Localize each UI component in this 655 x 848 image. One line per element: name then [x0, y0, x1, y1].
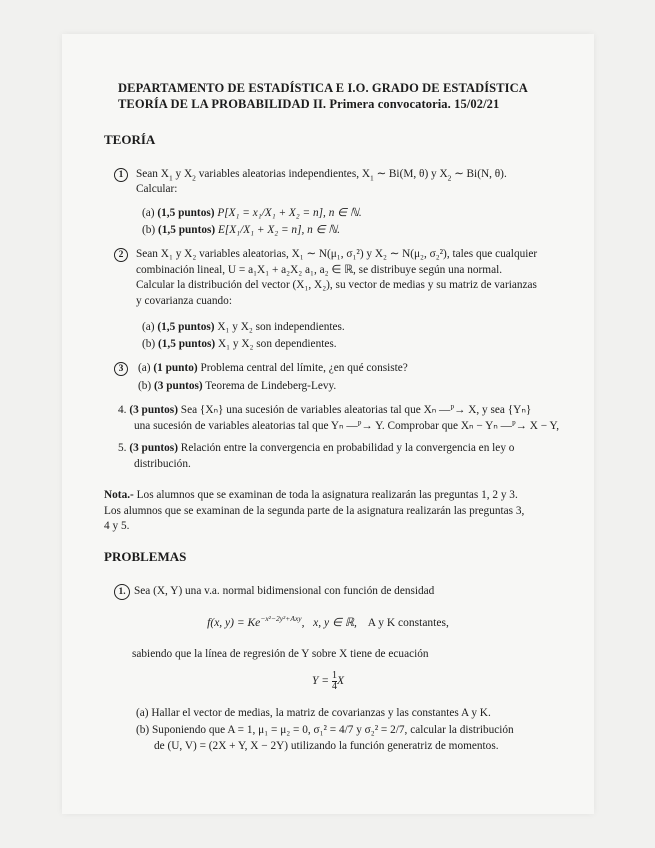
density-formula: f(x, $y) = Ke^{-x^2-2y^2+Axy}$, x, y ∈ ℝ, A y K constantes, [207, 614, 449, 629]
question-1-calcular: Calcular: [136, 183, 178, 195]
question-4: 4. (3 puntos) Sea {Xₙ} una sucesión de variables aleatorias tal que Xₙ —ᴾ→ X, y sea {Yₙ} una sucesión de variables aleatorias tal que Yₙ —ᴾ→ Y. Comprobar que Xₙ − Yₙ —ᴾ→ X − Y, [118, 404, 560, 432]
section-teoria-title: TEORÍA [104, 132, 156, 147]
exam-sheet [62, 34, 594, 814]
header-course: TEORÍA DE LA PROBABILIDAD II. Primera convocatoria. 15/02/21 [118, 97, 500, 111]
problem-1b: (b) Suponiendo que A = 1, μ₁ = μ₂ = 0, σ₁² = 4/7 y σ₂² = 2/7, calcular la distribución de (U, V) = (2X + Y, X − 2Y) utilizando la función generatriz de momentos. [136, 724, 514, 752]
question-2-text: Sean X₁ y X₂ variables aleatorias, X₁ ∼ N(μ₁, σ₁²) y X₂ ∼ N(μ₂, σ₂²), tales que cualquier combinación lineal, U = a₁X₁ + a₂X₂ a₁, a₂ ∈ ℝ, se distribuye según una normal. Calcular la distribución del vector (X₁, X₂), su vector de medias y su matriz de varianzas y covarianza cuando: [136, 248, 538, 307]
regression-fraction: $\frac{1}{4}$ [331, 670, 337, 692]
problem-1-knowing: sabiendo que la línea de regresión de Y sobre X tiene de ecuación [132, 648, 429, 660]
question-2-mark: 2 [114, 248, 128, 262]
nota-label: Nota.- [104, 489, 134, 501]
header-department: DEPARTAMENTO DE ESTADÍSTICA E I.O. GRADO DE ESTADÍSTICA [118, 81, 528, 95]
question-2a: (a) (1,5 puntos) X₁ y X₂ son independientes. [142, 321, 345, 333]
regression-equation: Y = $\frac{1}{4}$ X [312, 670, 344, 692]
question-5: 5. (3 puntos) Relación entre la convergencia en probabilidad y la convergencia en ley o distribución. [118, 442, 515, 470]
question-2b: (b) (1,5 puntos) X₁ y X₂ son dependientes. [142, 338, 337, 350]
problem-1-mark: 1. [114, 584, 130, 600]
question-3a: (a) (1 punto) Problema central del límite, ¿en qué consiste? [138, 362, 408, 374]
nota-paragraph: Nota.- Los alumnos que se examinan de toda la asignatura realizarán las preguntas 1, 2 y 3. Los alumnos que se examinan de la segunda parte de la asignatura realizarán las preguntas 3, 4 y 5. [104, 489, 525, 532]
question-1-mark: 1 [114, 168, 128, 182]
question-1a: (a) (1,5 puntos) P[X₁ = x₁/X₁ + X₂ = n], n ∈ ℕ. [142, 207, 362, 219]
question-3b: (b) (3 puntos) Teorema de Lindeberg-Levy. [138, 380, 337, 392]
problem-1-intro: Sea (X, Y) una v.a. normal bidimensional con función de densidad [134, 585, 435, 597]
question-3-mark: 3 [114, 362, 128, 376]
question-1b: (b) (1,5 puntos) E[X₁/X₁ + X₂ = n], n ∈ ℕ. [142, 224, 341, 236]
problem-1a: (a) Hallar el vector de medias, la matriz de covarianzas y las constantes A y K. [136, 707, 491, 719]
question-1-intro: Sean $X_1$ y $X_2$ variables aleatorias independientes, $X_1$ ∼ Bi(M, θ) y $X_2$ ∼ Bi(N, θ). [136, 168, 507, 183]
section-problemas-title: PROBLEMAS [104, 549, 187, 564]
